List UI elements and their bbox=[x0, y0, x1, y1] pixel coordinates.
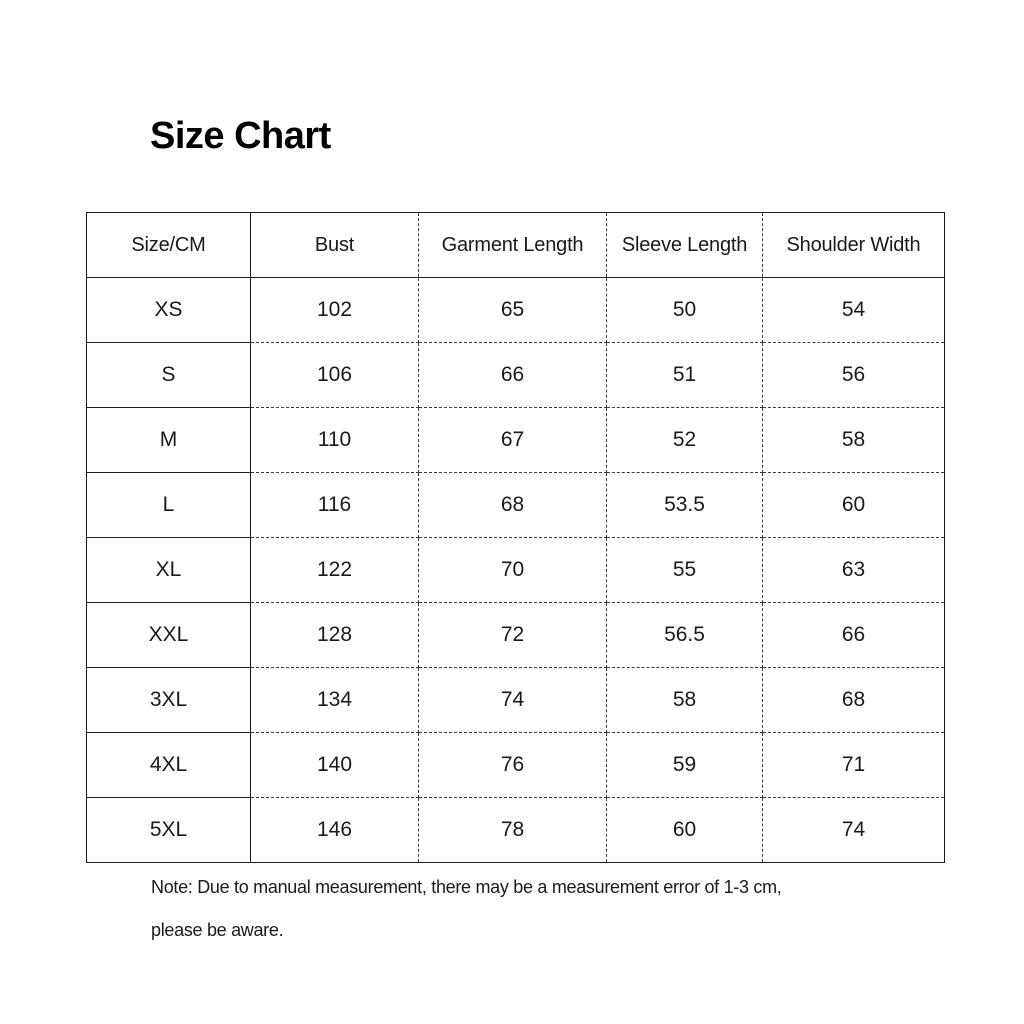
measurement-note-continued: please be aware. bbox=[151, 920, 284, 940]
sleeve-length-cell: 59 bbox=[607, 733, 763, 798]
header-shoulder-width: Shoulder Width bbox=[763, 213, 945, 278]
garment-length-cell: 74 bbox=[419, 668, 607, 733]
bust-cell: 122 bbox=[251, 538, 419, 603]
table-row bbox=[87, 538, 945, 603]
sleeve-length-cell: 55 bbox=[607, 538, 763, 603]
bust-cell: 134 bbox=[251, 668, 419, 733]
table-row bbox=[87, 668, 945, 733]
header-size: Size/CM bbox=[87, 213, 251, 278]
table-row bbox=[87, 408, 945, 473]
size-cell: 4XL bbox=[87, 733, 251, 798]
garment-length-cell: 65 bbox=[419, 278, 607, 343]
size-cell: M bbox=[87, 408, 251, 473]
header-sleeve-length: Sleeve Length bbox=[607, 213, 763, 278]
shoulder-width-cell: 74 bbox=[763, 798, 945, 863]
bust-cell: 128 bbox=[251, 603, 419, 668]
size-cell: XL bbox=[87, 538, 251, 603]
sleeve-length-cell: 51 bbox=[607, 343, 763, 408]
size-cell: XS bbox=[87, 278, 251, 343]
shoulder-width-cell: 71 bbox=[763, 733, 945, 798]
sleeve-length-cell: 56.5 bbox=[607, 603, 763, 668]
sleeve-length-cell: 52 bbox=[607, 408, 763, 473]
shoulder-width-cell: 68 bbox=[763, 668, 945, 733]
table-row bbox=[87, 343, 945, 408]
table-row bbox=[87, 278, 945, 343]
page-title: Size Chart bbox=[150, 115, 331, 157]
shoulder-width-cell: 54 bbox=[763, 278, 945, 343]
size-cell: XXL bbox=[87, 603, 251, 668]
shoulder-width-cell: 56 bbox=[763, 343, 945, 408]
header-garment-length: Garment Length bbox=[419, 213, 607, 278]
table-row bbox=[87, 603, 945, 668]
bust-cell: 116 bbox=[251, 473, 419, 538]
size-chart-table bbox=[86, 212, 945, 863]
bust-cell: 146 bbox=[251, 798, 419, 863]
table-header-row bbox=[87, 213, 945, 278]
shoulder-width-cell: 60 bbox=[763, 473, 945, 538]
shoulder-width-cell: 63 bbox=[763, 538, 945, 603]
size-cell: L bbox=[87, 473, 251, 538]
bust-cell: 102 bbox=[251, 278, 419, 343]
sleeve-length-cell: 50 bbox=[607, 278, 763, 343]
bust-cell: 110 bbox=[251, 408, 419, 473]
table-row bbox=[87, 733, 945, 798]
header-bust: Bust bbox=[251, 213, 419, 278]
sleeve-length-cell: 60 bbox=[607, 798, 763, 863]
sleeve-length-cell: 53.5 bbox=[607, 473, 763, 538]
sleeve-length-cell: 58 bbox=[607, 668, 763, 733]
garment-length-cell: 66 bbox=[419, 343, 607, 408]
garment-length-cell: 78 bbox=[419, 798, 607, 863]
size-cell: 5XL bbox=[87, 798, 251, 863]
garment-length-cell: 70 bbox=[419, 538, 607, 603]
table-row bbox=[87, 473, 945, 538]
size-cell: 3XL bbox=[87, 668, 251, 733]
garment-length-cell: 72 bbox=[419, 603, 607, 668]
measurement-note: Note: Due to manual measurement, there may be a measurement error of 1-3 cm, bbox=[151, 877, 782, 897]
size-cell: S bbox=[87, 343, 251, 408]
shoulder-width-cell: 58 bbox=[763, 408, 945, 473]
shoulder-width-cell: 66 bbox=[763, 603, 945, 668]
garment-length-cell: 76 bbox=[419, 733, 607, 798]
table-row bbox=[87, 798, 945, 863]
garment-length-cell: 67 bbox=[419, 408, 607, 473]
bust-cell: 140 bbox=[251, 733, 419, 798]
garment-length-cell: 68 bbox=[419, 473, 607, 538]
bust-cell: 106 bbox=[251, 343, 419, 408]
